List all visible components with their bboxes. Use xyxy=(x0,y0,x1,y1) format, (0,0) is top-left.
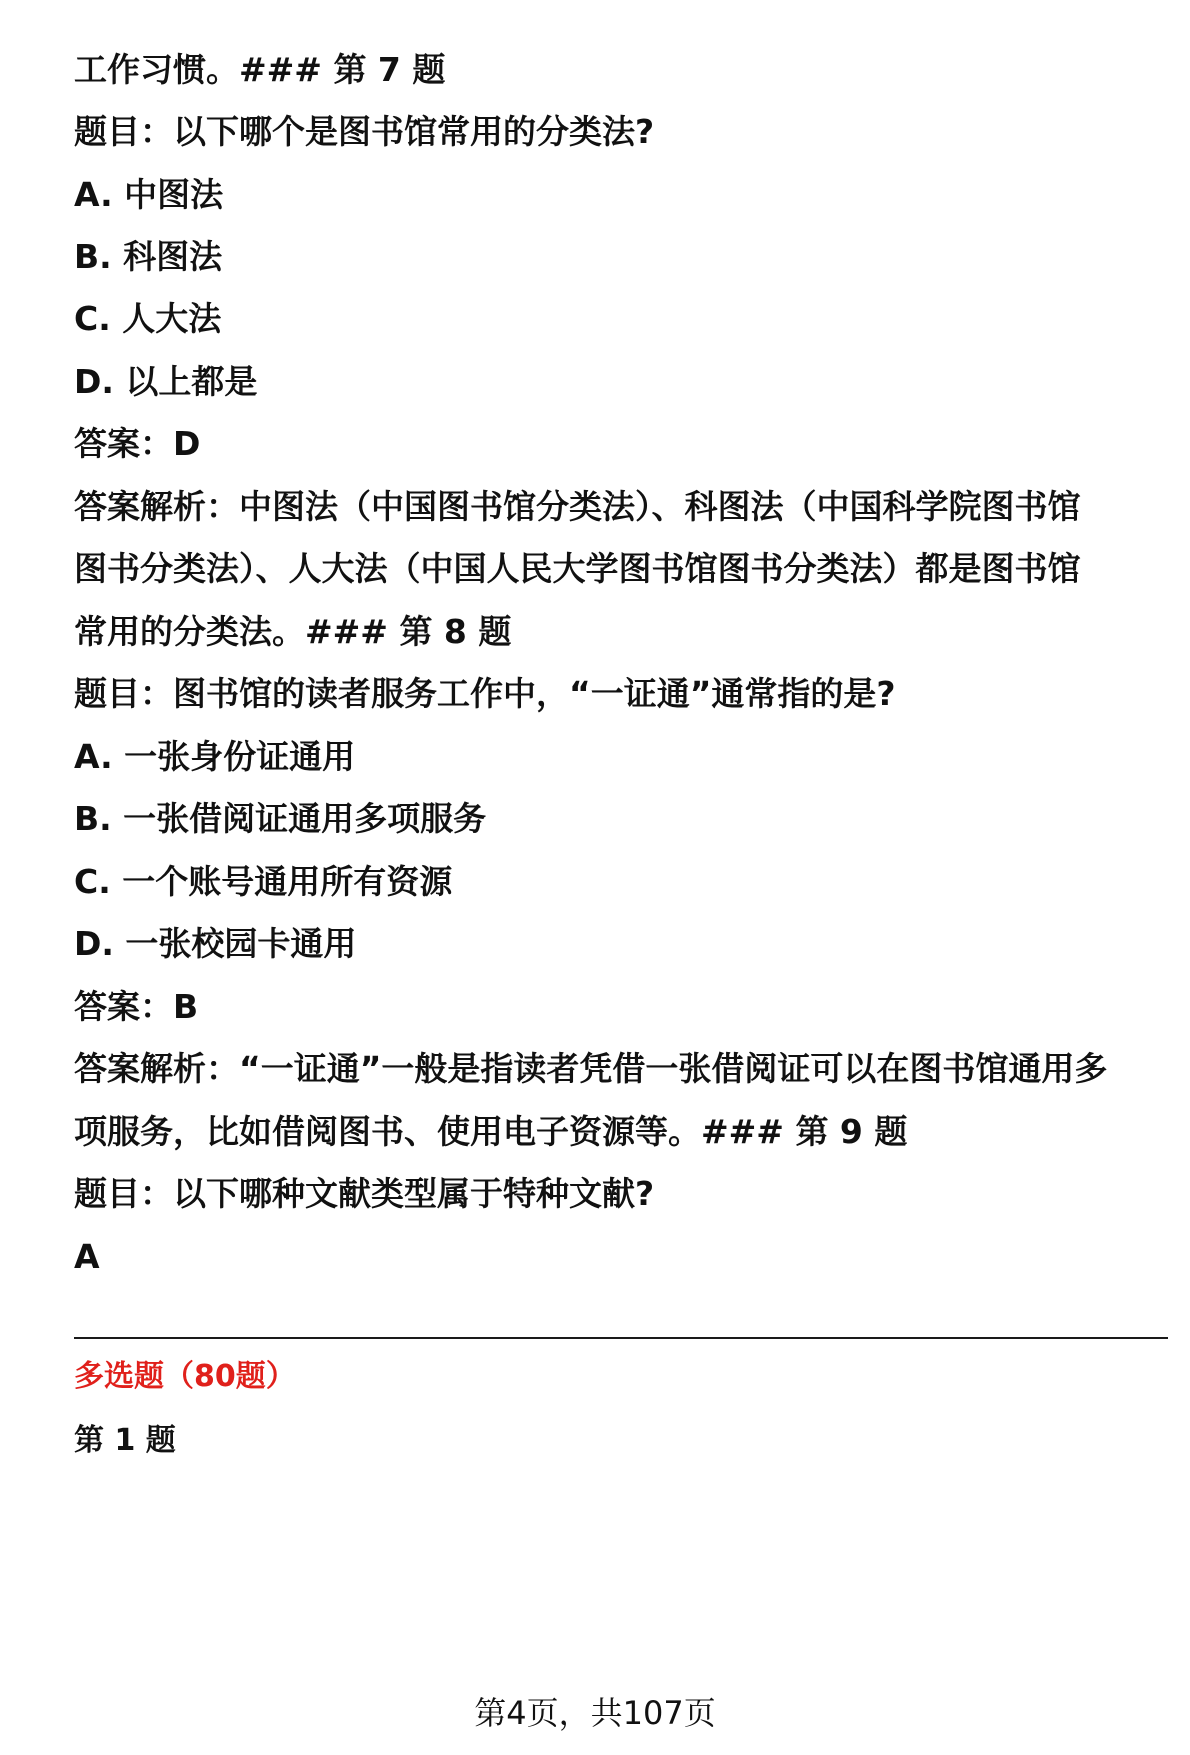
answer-explanation: 答案解析：“一证通”一般是指读者凭借一张借阅证可以在图书馆通用多 xyxy=(74,1049,1108,1088)
section-title: 多选题（80题） xyxy=(74,1359,296,1394)
text-line: 工作习惯。### 第 7 题 xyxy=(74,50,446,89)
option-c: C. 一个账号通用所有资源 xyxy=(74,862,453,901)
option-a-partial: A xyxy=(74,1237,100,1276)
question-8-title: 题目：图书馆的读者服务工作中，“一证通”通常指的是? xyxy=(74,674,896,713)
section-divider xyxy=(74,1337,1168,1339)
option-a: A. 中图法 xyxy=(74,175,224,214)
option-a: A. 一张身份证通用 xyxy=(74,737,356,776)
option-b: B. 一张借阅证通用多项服务 xyxy=(74,799,487,838)
option-d: D. 以上都是 xyxy=(74,362,258,401)
question-9-title: 题目：以下哪种文献类型属于特种文献? xyxy=(74,1174,655,1213)
page-number: 第4页，共107页 xyxy=(474,1694,716,1732)
option-b: B. 科图法 xyxy=(74,237,223,276)
answer: 答案：D xyxy=(74,424,201,463)
answer-explanation: 图书分类法）、人大法（中国人民大学图书馆图书分类法）都是图书馆 xyxy=(74,549,1081,588)
answer: 答案：B xyxy=(74,987,199,1026)
answer-explanation: 常用的分类法。### 第 8 题 xyxy=(74,612,512,651)
question-7-title: 题目：以下哪个是图书馆常用的分类法? xyxy=(74,112,655,151)
question-heading: 第 1 题 xyxy=(74,1423,176,1458)
answer-explanation: 答案解析：中图法（中国图书馆分类法）、科图法（中国科学院图书馆 xyxy=(74,487,1081,526)
answer-explanation: 项服务，比如借阅图书、使用电子资源等。### 第 9 题 xyxy=(74,1112,908,1151)
option-d: D. 一张校园卡通用 xyxy=(74,924,357,963)
option-c: C. 人大法 xyxy=(74,299,222,338)
